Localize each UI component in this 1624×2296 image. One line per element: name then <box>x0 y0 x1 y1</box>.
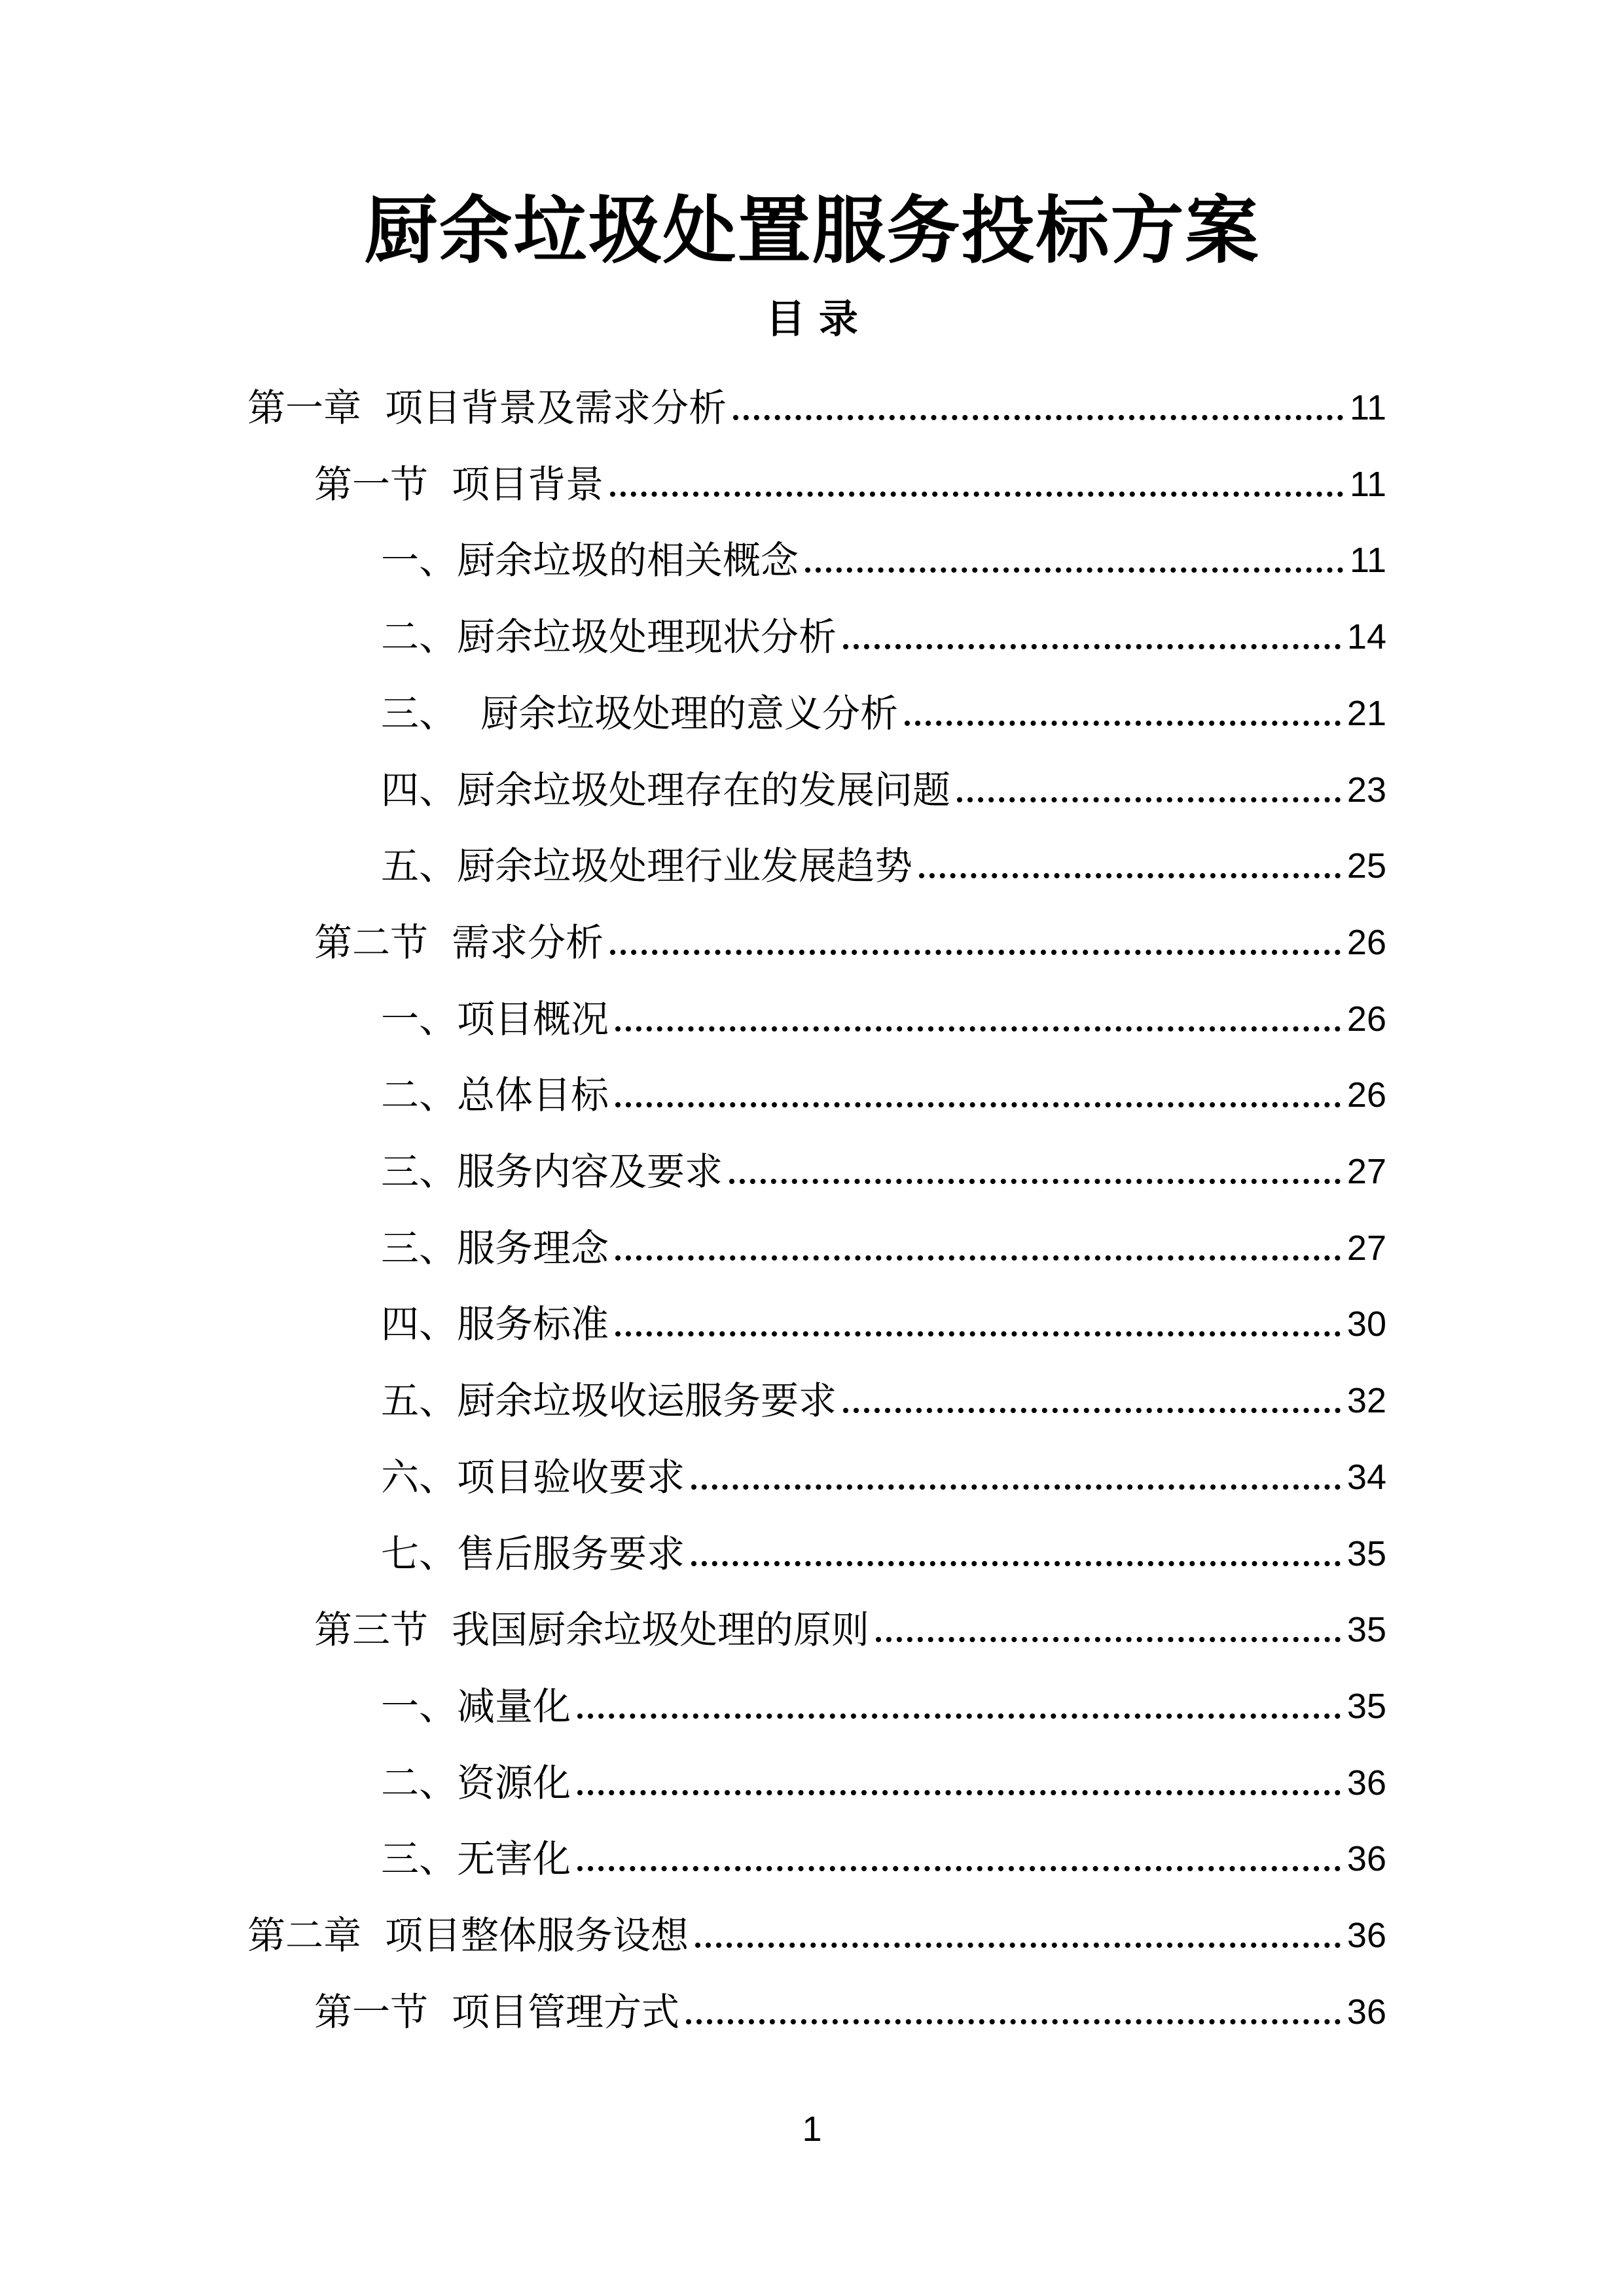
toc-entry-number: 第三节 <box>314 1607 429 1652</box>
toc-entry-text: 厨余垃圾的相关概念 <box>457 538 799 583</box>
toc-entry[interactable] <box>314 1979 1386 2037</box>
toc-entry-number: 二、 <box>381 1761 458 1805</box>
toc-entry-label <box>314 1607 869 1655</box>
toc-entry-number: 五、 <box>381 1378 458 1423</box>
toc-entry-text: 总体目标 <box>457 1073 609 1117</box>
toc-entry-number: 五、 <box>381 844 458 888</box>
toc-entry[interactable] <box>381 1444 1386 1503</box>
toc-entry-number: 第二章 <box>247 1913 362 1958</box>
toc-entry[interactable] <box>381 833 1386 891</box>
toc-dot-leader <box>733 415 1343 420</box>
toc-entry-number: 第一节 <box>314 462 429 507</box>
toc-entry[interactable] <box>381 680 1386 739</box>
toc-entry-number: 二、 <box>381 1073 458 1117</box>
toc-dot-leader <box>805 567 1343 573</box>
toc-entry[interactable] <box>381 1215 1386 1274</box>
toc-entry[interactable] <box>381 1520 1386 1579</box>
toc-dot-leader <box>876 1637 1341 1642</box>
toc-entry-text: 项目概况 <box>457 997 609 1041</box>
toc-entry-page: 11 <box>1349 388 1386 427</box>
toc-dot-leader <box>615 1026 1341 1031</box>
toc-entry-label <box>381 1225 609 1274</box>
toc-entry-number: 第二节 <box>314 920 429 965</box>
toc-entry-label <box>381 537 799 586</box>
toc-entry-text: 厨余垃圾处理行业发展趋势 <box>457 844 913 888</box>
toc-entry-text: 项目背景 <box>452 462 604 507</box>
toc-entry-page: 30 <box>1346 1304 1386 1344</box>
toc-entry-text: 服务内容及要求 <box>457 1149 723 1194</box>
toc-entry[interactable] <box>381 986 1386 1045</box>
toc-entry[interactable] <box>381 1749 1386 1808</box>
toc-entry-number: 四、 <box>381 768 458 812</box>
toc-entry-text: 服务标准 <box>457 1302 609 1346</box>
toc-entry[interactable] <box>381 1291 1386 1350</box>
toc-entry[interactable] <box>314 451 1386 510</box>
toc-entry-text: 无害化 <box>457 1837 571 1881</box>
toc-entry[interactable] <box>314 909 1386 968</box>
toc-entry-text: 厨余垃圾处理现状分析 <box>457 615 837 659</box>
toc-entry-page: 34 <box>1346 1458 1386 1497</box>
toc-entry[interactable] <box>381 527 1386 586</box>
toc-entry-number: 二、 <box>381 615 458 659</box>
toc-dot-leader <box>577 1866 1341 1871</box>
toc-dot-leader <box>919 873 1341 878</box>
toc-entry-page: 11 <box>1349 465 1386 504</box>
toc-entry-text: 厨余垃圾处理存在的发展问题 <box>457 768 951 812</box>
toc-entry-page: 35 <box>1346 1610 1386 1649</box>
toc-entry-number: 一、 <box>381 538 458 583</box>
toc-entry-text: 需求分析 <box>452 920 604 965</box>
toc-entry[interactable] <box>381 1367 1386 1426</box>
toc-entry-number: 七、 <box>381 1532 458 1576</box>
toc-entry-text: 服务理念 <box>457 1226 609 1270</box>
toc-entry-number: 六、 <box>381 1455 458 1499</box>
toc-entry-text: 项目验收要求 <box>457 1455 685 1499</box>
toc-entry-number: 第一章 <box>247 386 362 430</box>
toc-entry-label <box>381 1531 685 1579</box>
toc-dot-leader <box>905 721 1341 726</box>
toc-entry-label <box>314 1989 679 2037</box>
toc-entry-text: 项目背景及需求分析 <box>385 386 727 430</box>
toc-dot-leader <box>615 1331 1341 1336</box>
toc-entry[interactable] <box>381 603 1386 662</box>
toc-entry-number: 三、 <box>381 691 458 736</box>
toc-entry-label <box>381 1836 571 1884</box>
toc-dot-leader <box>957 797 1341 802</box>
toc-entry-page: 14 <box>1346 617 1386 656</box>
toc-entry-label <box>381 691 898 739</box>
toc-entry-label <box>381 767 950 816</box>
toc-dot-leader <box>843 644 1341 649</box>
toc-entry-page: 26 <box>1346 999 1386 1039</box>
toc-entry-text: 减量化 <box>457 1684 571 1729</box>
toc-entry[interactable] <box>381 1062 1386 1121</box>
toc-entry-page: 36 <box>1346 1763 1386 1803</box>
toc-entry-number: 三、 <box>381 1837 458 1881</box>
toc-entry-page: 26 <box>1346 1075 1386 1115</box>
toc-dot-leader <box>577 1713 1341 1719</box>
toc-entry-text: 项目整体服务设想 <box>385 1913 689 1958</box>
toc-entry-number: 第一节 <box>314 1990 429 2034</box>
toc-entry-number: 一、 <box>381 997 458 1041</box>
document-title: 厨余垃圾处置服务投标方案 <box>364 188 1260 274</box>
toc-dot-leader <box>610 492 1343 497</box>
toc-entry-label <box>381 1378 837 1426</box>
toc-entry-label <box>314 920 604 968</box>
toc-entry[interactable] <box>247 374 1386 433</box>
toc-dot-leader <box>686 2019 1341 2024</box>
toc-entry-page: 21 <box>1346 694 1386 733</box>
toc-entry-page: 27 <box>1346 1229 1386 1268</box>
toc-entry[interactable] <box>314 1596 1386 1655</box>
toc-entry-label <box>381 843 912 891</box>
toc-entry-page: 23 <box>1346 770 1386 810</box>
toc-entry-label <box>247 385 727 433</box>
toc-entry[interactable] <box>247 1902 1386 1961</box>
toc-entry-label <box>381 996 609 1045</box>
toc-entry-label <box>314 461 604 510</box>
toc-entry[interactable] <box>381 1825 1386 1884</box>
toc-entry-text: 厨余垃圾收运服务要求 <box>457 1378 837 1423</box>
toc-entry-label <box>381 1454 685 1503</box>
toc-entry-page: 26 <box>1346 923 1386 962</box>
toc-entry[interactable] <box>381 1673 1386 1732</box>
toc-entry-page: 35 <box>1346 1687 1386 1726</box>
toc-entry-label <box>247 1912 689 1961</box>
page-number: 1 <box>802 2109 822 2149</box>
toc-entry-label <box>381 1301 609 1350</box>
toc-entry-text: 资源化 <box>457 1761 571 1805</box>
toc-dot-leader <box>577 1790 1341 1795</box>
toc-dot-leader <box>610 950 1341 955</box>
toc-entry-label <box>381 614 837 662</box>
toc-entry-number: 四、 <box>381 1302 458 1346</box>
toc-entry-page: 27 <box>1346 1152 1386 1191</box>
toc-dot-leader <box>843 1408 1341 1413</box>
toc-entry-page: 11 <box>1349 541 1386 580</box>
toc-entry-number: 一、 <box>381 1684 458 1729</box>
toc-dot-leader <box>691 1561 1341 1566</box>
toc-dot-leader <box>695 1943 1341 1948</box>
toc-entry-page: 36 <box>1346 1839 1386 1878</box>
toc-entry-page: 25 <box>1346 846 1386 886</box>
toc-entry-page: 36 <box>1346 1992 1386 2032</box>
toc-entry-text: 售后服务要求 <box>457 1532 685 1576</box>
toc-entry-number: 三、 <box>381 1226 458 1270</box>
toc-heading: 目 录 <box>766 296 858 342</box>
toc-dot-leader <box>615 1102 1341 1107</box>
toc-entry-label <box>381 1760 571 1808</box>
toc-entry-label <box>381 1072 609 1121</box>
toc-entry[interactable] <box>381 1138 1386 1197</box>
toc-entry-page: 32 <box>1346 1381 1386 1420</box>
toc-entry-text: 我国厨余垃圾处理的原则 <box>452 1607 870 1652</box>
toc-dot-leader <box>691 1484 1341 1490</box>
toc-entry-text: 厨余垃圾处理的意义分析 <box>480 691 899 736</box>
toc-entry-page: 35 <box>1346 1534 1386 1573</box>
toc-entry-label <box>381 1149 723 1197</box>
toc-dot-leader <box>729 1179 1341 1184</box>
toc-entry-number: 三、 <box>381 1149 458 1194</box>
toc-entry-page: 36 <box>1346 1916 1386 1955</box>
toc-dot-leader <box>615 1255 1341 1261</box>
toc-entry-label <box>381 1683 571 1732</box>
toc-entry-text: 项目管理方式 <box>452 1990 680 2034</box>
toc-entry[interactable] <box>381 757 1386 816</box>
